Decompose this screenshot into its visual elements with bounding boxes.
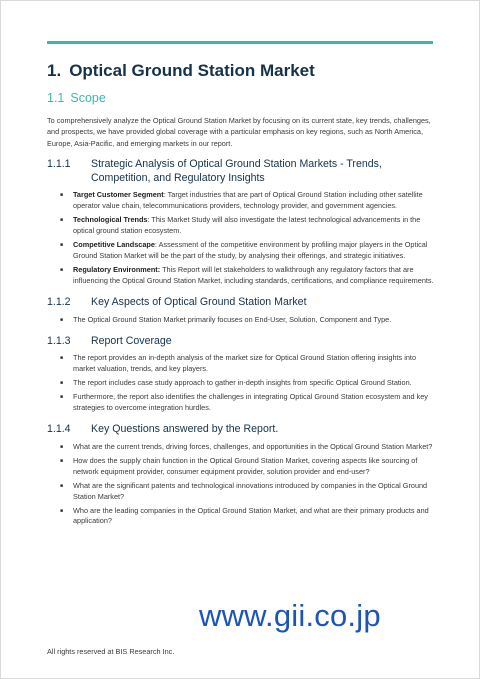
chapter-title: Optical Ground Station Market [69, 61, 315, 80]
section-114-title: Key Questions answered by the Report. [91, 423, 279, 436]
list-item [47, 240, 435, 262]
scope-heading [47, 91, 435, 105]
section-113-title: Report Coverage [91, 334, 172, 347]
section-113-heading [47, 335, 435, 349]
item-text: : Assessment of the competitive environment by profiling major players in the Optical Ground Station Market will be the part of the study, by analysing their offerings, and strategic initiatives. [73, 240, 428, 261]
item-label: Regulatory Environment: [73, 265, 161, 275]
item-text: : Target industries that are part of Optical Ground Station including other satellite operator value chain, telecommunications providers, technology provider, and government agencies. [73, 190, 423, 211]
list-item: ■ Furthermore, the report also identifies the challenges in integrating Optical Ground Station ecosystem and key strategies to overcome integration hurdles. [47, 392, 435, 414]
section-112-list [47, 315, 435, 326]
section-114-number: 1.1.4 [47, 423, 71, 436]
list-item: ■ The report provides an in-depth analysis of the market size for Optical Ground Station offering insights into market valuation, trends, and key players. [47, 353, 435, 375]
chapter-number: 1. [47, 61, 62, 80]
list-item [47, 215, 435, 237]
list-item: ■ How does the supply chain function in the Optical Ground Station Market, covering aspects like sourcing of network equipment provider, consumer equipment provider, solution provider and end-user? [47, 456, 435, 478]
section-114-heading [47, 423, 435, 437]
list-item [47, 265, 435, 287]
list-item: ■ What are the current trends, driving forces, challenges, and opportunities in the Optical Ground Station Market? [47, 442, 435, 453]
list-item: ■ Who are the leading companies in the Optical Ground Station Market, and what are their primary products and application? [47, 506, 435, 528]
section-111-heading [47, 158, 435, 186]
chapter-heading [47, 61, 435, 81]
item-label: Target Customer Segment [73, 190, 164, 200]
list-item: ■ The report includes case study approach to gather in-depth insights from specific Optical Ground Station. [47, 378, 435, 389]
section-112-title: Key Aspects of Optical Ground Station Market [91, 295, 307, 308]
item-text: This Report will let stakeholders to walkthrough any regulatory factors that are influencing the Optical Ground Station Market, including standards, certifications, and compliance requirements. [73, 265, 434, 285]
section-111-list [47, 190, 435, 287]
scope-intro: To comprehensively analyze the Optical Ground Station Market by focusing on its current state, key trends, challenges, and prospects, we have provided global coverage with a particular emphasis on key regions, such as North America, Europe, Asia-Pacific, and emerging markets in our report. [47, 116, 431, 148]
top-rule [47, 41, 433, 44]
section-113-list [47, 353, 435, 414]
watermark-text: www.gii.co.jp [199, 598, 381, 633]
section-113-number: 1.1.3 [47, 334, 71, 347]
section-111-number: 1.1.1 [47, 157, 71, 170]
page-content [47, 61, 435, 530]
section-114-list [47, 442, 435, 528]
item-label: Competitive Landscape [73, 240, 155, 250]
scope-number: 1.1 [47, 91, 65, 105]
section-111-title: Strategic Analysis of Optical Ground Station Markets - Trends, Competition, and Regulatory Insights [91, 157, 382, 184]
section-112-number: 1.1.2 [47, 295, 71, 308]
section-112-heading [47, 296, 435, 310]
item-text: : This Market Study will also investigate the latest technological advancements in the optical ground station ecosystem. [73, 215, 421, 236]
list-item [47, 190, 435, 212]
footer-copyright: All rights reserved at BIS Research Inc. [47, 647, 175, 656]
list-item: ■ The Optical Ground Station Market primarily focuses on End-User, Solution, Component and Type. [47, 315, 435, 326]
list-item: ■ What are the significant patents and technological innovations introduced by companies in the Optical Ground Station Market? [47, 481, 435, 503]
item-label: Technological Trends [73, 215, 148, 225]
scope-title: Scope [70, 91, 106, 105]
